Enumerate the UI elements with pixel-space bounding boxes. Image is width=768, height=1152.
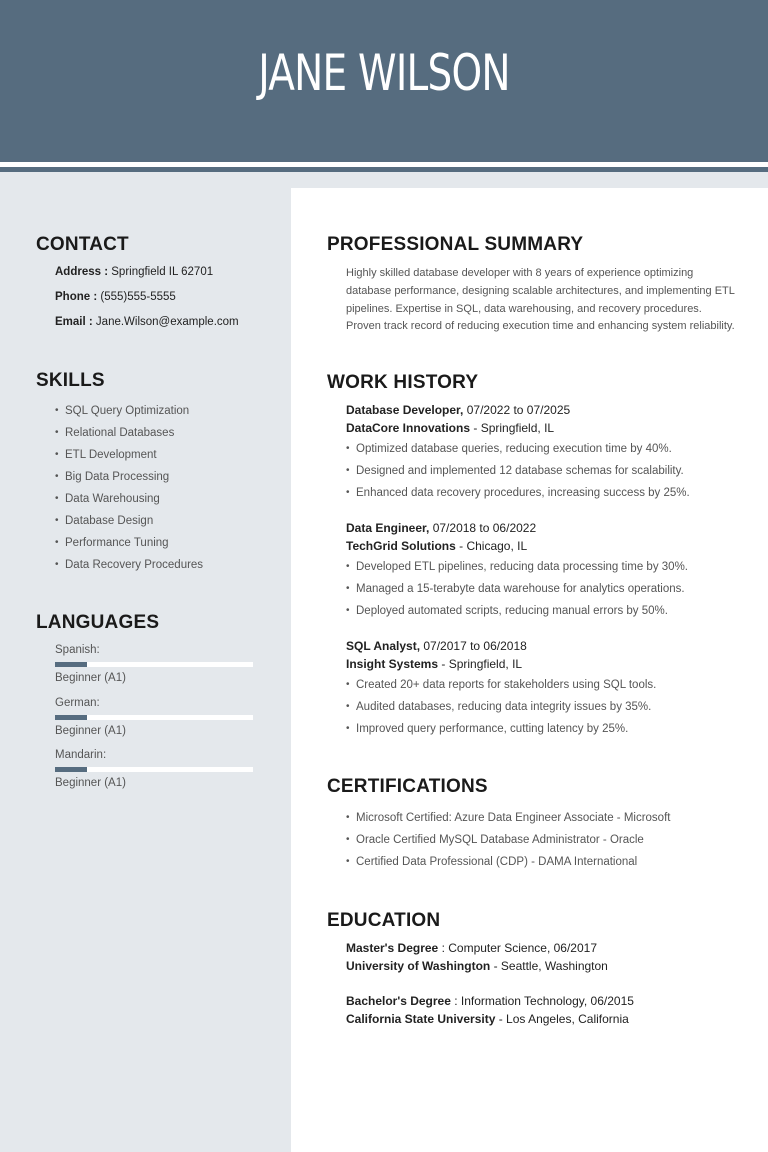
school-name: University of Washington (346, 959, 491, 973)
job-bullet: • Developed ETL pipelines, reducing data processing time by 30%. (346, 561, 688, 583)
work-history-heading: WORK HISTORY (327, 372, 479, 393)
job-bullet: • Audited databases, reducing data integrity issues by 35%. (346, 701, 656, 723)
job-title (346, 521, 536, 535)
job-role: Data Engineer, (346, 521, 430, 535)
certifications-heading: CERTIFICATIONS (327, 776, 488, 797)
skill-item: • Performance Tuning (55, 537, 203, 559)
company-name: Insight Systems (346, 657, 439, 671)
job-dates: 07/2022 to 07/2025 (463, 403, 571, 417)
school-name: California State University (346, 1012, 496, 1026)
contact-phone (55, 291, 176, 303)
company-name: DataCore Innovations (346, 421, 471, 435)
phone-label: Phone : (55, 291, 98, 303)
education-degree (346, 994, 634, 1008)
job-dates: 07/2018 to 06/2022 (429, 521, 537, 535)
job-company (346, 539, 527, 553)
education-school (346, 959, 608, 973)
language-proficiency-bar (55, 662, 253, 667)
skill-item: • SQL Query Optimization (55, 405, 203, 427)
summary-heading: PROFESSIONAL SUMMARY (327, 234, 584, 255)
skill-item: • ETL Development (55, 449, 203, 471)
company-location: - Chicago, IL (455, 539, 528, 553)
language-name: Spanish: (55, 644, 100, 656)
language-proficiency-fill (55, 767, 87, 772)
language-level: Beginner (A1) (55, 725, 126, 737)
job-bullet: • Managed a 15-terabyte data warehouse for analytics operations. (346, 583, 688, 605)
language-proficiency-bar (55, 767, 253, 772)
language-level: Beginner (A1) (55, 672, 126, 684)
job-bullet: • Deployed automated scripts, reducing manual errors by 50%. (346, 605, 688, 627)
job-company (346, 657, 522, 671)
degree-name: Master's Degree (346, 941, 439, 955)
job-bullet: • Improved query performance, cutting latency by 25%. (346, 723, 656, 745)
header-gap (0, 172, 768, 188)
degree-name: Bachelor's Degree (346, 994, 451, 1008)
languages-heading: LANGUAGES (36, 612, 160, 633)
school-location: - Los Angeles, California (495, 1012, 629, 1026)
job-company (346, 421, 554, 435)
school-location: - Seattle, Washington (490, 959, 608, 973)
skill-item: • Big Data Processing (55, 471, 203, 493)
job-bullets (346, 561, 688, 627)
address-value: Springfield IL 62701 (111, 266, 214, 278)
degree-field: : Information Technology, 06/2015 (450, 994, 634, 1008)
skills-heading: SKILLS (36, 370, 105, 391)
skill-item: • Relational Databases (55, 427, 203, 449)
company-location: - Springfield, IL (470, 421, 555, 435)
contact-email (55, 316, 239, 328)
degree-field: : Computer Science, 06/2017 (438, 941, 597, 955)
job-bullet: • Created 20+ data reports for stakeholders using SQL tools. (346, 679, 656, 701)
summary-text: Highly skilled database developer with 8 years of experience optimizing database performance, designing scalable architectures, and implementing ETL pipelines. Expertise in SQL, data warehousing, and recovery procedures. Proven track record of reducing execution time and enhancing system reliability. (346, 267, 735, 333)
job-bullets (346, 679, 656, 745)
header-divider-white (0, 162, 768, 165)
contact-address (55, 266, 213, 278)
language-proficiency-bar (55, 715, 253, 720)
job-role: Database Developer, (346, 403, 464, 417)
certification-item: • Oracle Certified MySQL Database Administrator - Oracle (346, 834, 670, 856)
job-bullet: • Optimized database queries, reducing execution time by 40%. (346, 443, 690, 465)
header-banner (0, 0, 768, 162)
company-name: TechGrid Solutions (346, 539, 456, 553)
skills-list (55, 405, 203, 581)
candidate-name: JANE WILSON (258, 44, 510, 102)
email-value: Jane.Wilson@example.com (95, 316, 239, 328)
contact-heading: CONTACT (36, 234, 129, 255)
language-level: Beginner (A1) (55, 777, 126, 789)
job-bullet: • Designed and implemented 12 database schemas for scalability. (346, 465, 690, 487)
certification-item: • Microsoft Certified: Azure Data Engineer Associate - Microsoft (346, 812, 670, 834)
skill-item: • Data Recovery Procedures (55, 559, 203, 581)
education-degree (346, 941, 597, 955)
job-role: SQL Analyst, (346, 639, 421, 653)
email-label: Email : (55, 316, 93, 328)
education-heading: EDUCATION (327, 910, 441, 931)
education-school (346, 1012, 629, 1026)
sidebar (0, 188, 291, 1152)
job-title (346, 403, 570, 417)
skill-item: • Database Design (55, 515, 203, 537)
address-label: Address : (55, 266, 109, 278)
certification-item: • Certified Data Professional (CDP) - DAMA International (346, 856, 670, 878)
phone-value: (555)555-5555 (100, 291, 176, 303)
language-name: German: (55, 697, 100, 709)
job-bullet: • Enhanced data recovery procedures, increasing success by 25%. (346, 487, 690, 509)
skill-item: • Data Warehousing (55, 493, 203, 515)
job-title (346, 639, 527, 653)
certifications-list (346, 812, 670, 878)
job-bullets (346, 443, 690, 509)
company-location: - Springfield, IL (438, 657, 523, 671)
language-proficiency-fill (55, 715, 87, 720)
language-name: Mandarin: (55, 749, 107, 761)
job-dates: 07/2017 to 06/2018 (420, 639, 527, 653)
language-proficiency-fill (55, 662, 87, 667)
